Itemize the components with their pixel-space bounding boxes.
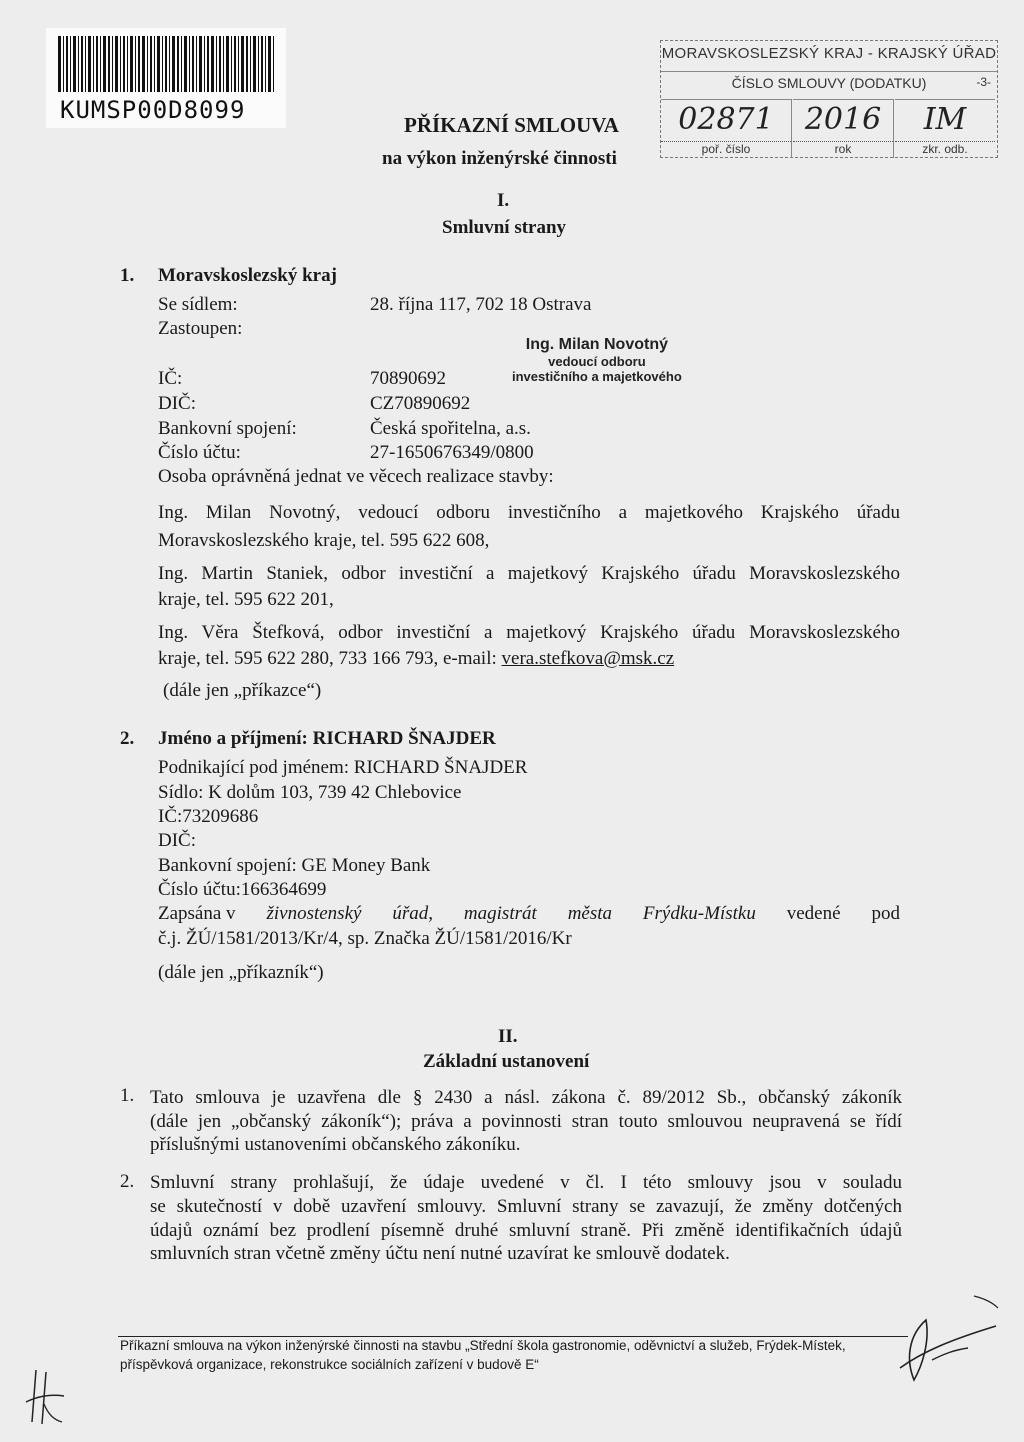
person-3-line-1: Ing. Věra Štefková, odbor investiční a majetkový Krajského úřadu Moravskoslezského — [158, 622, 900, 643]
barcode-icon — [56, 36, 276, 92]
stamp-year-value: 2016 — [804, 102, 882, 137]
footer — [120, 1336, 920, 1374]
authorized-person-label: Osoba oprávněná jednat ve věcech realizace stavby: — [158, 466, 554, 487]
document-title: PŘÍKAZNÍ SMLOUVA — [404, 113, 619, 137]
account-value: 27-1650676349/0800 — [370, 442, 534, 463]
footer-line-1: Příkazní smlouva na výkon inženýrské činnosti na stavbu „Střední škola gastronomie, oděvnictví a služeb, Frýdek-Místek, — [120, 1338, 846, 1353]
bank-label: Bankovní spojení: — [158, 418, 297, 439]
clause-2-line-2: se skutečností v době uzavření smlouvy. Smluvní strany se zavazují, že změny dotčených — [150, 1196, 902, 1217]
ic-label: IČ: — [158, 368, 183, 389]
registration-word-1: živnostenský — [266, 903, 362, 924]
initials-signature-icon — [892, 1290, 1002, 1390]
person-2-line-2: kraje, tel. 595 622 201, — [158, 589, 334, 610]
clause-1-line-2: (dále jen „občanský zákoník“); práva a povinnosti stran touto smlouvou neupravená se řídí — [150, 1111, 902, 1132]
footer-line-2: příspěvková organizace, rekonstrukce sociálních zařízení v budově E“ — [120, 1357, 539, 1372]
barcode-number: KUMSP00D8099 — [60, 96, 246, 124]
person-1-line-2: Moravskoslezského kraje, tel. 595 622 608, — [158, 530, 490, 551]
seat-value: 28. října 117, 702 18 Ostrava — [370, 294, 592, 315]
stamp-number-value: 02871 — [678, 102, 774, 137]
stamp-field-year — [793, 99, 894, 158]
ic-value: 70890692 — [370, 368, 446, 389]
signature-stamp-line2: investičního a majetkového — [512, 369, 682, 384]
person-2-line-1: Ing. Martin Staniek, odbor investiční a majetkový Krajského úřadu Moravskoslezského — [158, 563, 900, 584]
section-1-number: I. — [497, 190, 510, 211]
email-link[interactable]: vera.stefkova@msk.cz — [501, 648, 675, 669]
section-2-title: Základní ustanovení — [423, 1051, 590, 1072]
party-2-alias: (dále jen „příkazník“) — [158, 962, 324, 983]
clause-2-line-4: smluvních stran včetně změny účtu není nutné uzavírat ke smlouvě dodatek. — [150, 1243, 730, 1264]
stamp-number-label: poř. číslo — [661, 141, 791, 156]
dic-label: DIČ: — [158, 393, 196, 414]
dic-value: CZ70890692 — [370, 393, 471, 414]
registration-word-7: pod — [871, 903, 900, 924]
account-label: Číslo účtu: — [158, 442, 241, 463]
clause-1-line-1: Tato smlouva je uzavřena dle § 2430 a násl. zákona č. 89/2012 Sb., občanský zákoník — [150, 1087, 902, 1108]
registration-word-3: magistrát — [463, 903, 537, 924]
party-2-bank: Bankovní spojení: GE Money Bank — [158, 855, 431, 876]
person-1-line-1: Ing. Milan Novotný, vedoucí odboru investičního a majetkového Krajského úřadu — [158, 502, 900, 523]
stamp-subtitle: ČÍSLO SMLOUVY (DODATKU) — [661, 71, 997, 91]
signature-stamp — [512, 336, 682, 384]
person-3-line-2 — [158, 648, 674, 670]
registration-word-4: města — [567, 903, 613, 924]
stamp-marker: -3- — [976, 75, 991, 89]
stamp-dept-value: IM — [923, 102, 967, 137]
party-2-heading: Jméno a příjmení: RICHARD ŠNAJDER — [158, 728, 496, 749]
stamp-field-dept — [895, 99, 995, 158]
stamp-title: MORAVSKOSLEZSKÝ KRAJ - KRAJSKÝ ÚŘAD — [661, 45, 997, 62]
party-1-alias: (dále jen „příkazce“) — [163, 680, 322, 701]
signature-stamp-name: Ing. Milan Novotný — [525, 336, 668, 353]
barcode-label — [46, 28, 286, 128]
clause-1-line-3: příslušnými ustanoveními občanského zákoníku. — [150, 1134, 521, 1155]
signature-stamp-line1: vedoucí odboru — [548, 354, 646, 369]
section-1-title: Smluvní strany — [442, 217, 567, 238]
stamp-dept-label: zkr. odb. — [895, 141, 995, 156]
clause-1-number: 1. — [120, 1085, 135, 1106]
stamp-year-label: rok — [793, 141, 893, 156]
seat-label: Se sídlem: — [158, 294, 238, 315]
representative-label: Zastoupen: — [158, 318, 243, 339]
party-2-business-name: Podnikající pod jménem: RICHARD ŠNAJDER — [158, 757, 528, 778]
registration-word-5: Frýdku-Místku — [642, 903, 756, 924]
stamp-field-number — [661, 99, 792, 158]
registration-word-2: úřad, — [392, 903, 434, 924]
section-2-number: II. — [498, 1026, 518, 1047]
clause-2-line-1: Smluvní strany prohlašují, že údaje uvedené v čl. I této smlouvy jsou v souladu — [150, 1172, 902, 1193]
bank-value: Česká spořitelna, a.s. — [370, 418, 531, 439]
party-2-dic: DIČ: — [158, 830, 196, 851]
registration-prefix: Zapsána v — [158, 903, 236, 924]
contract-number-stamp — [660, 40, 998, 158]
page-initials-icon — [20, 1366, 70, 1426]
party-2-registration-line-2: č.j. ŽÚ/1581/2013/Kr/4, sp. Značka ŽÚ/1581/2016/Kr — [158, 928, 572, 949]
party-1-name: Moravskoslezský kraj — [158, 265, 337, 286]
clause-2-number: 2. — [120, 1171, 135, 1192]
party-2-registration-line-1 — [158, 903, 900, 925]
party-2-account: Číslo účtu:166364699 — [158, 879, 327, 900]
party-1-number: 1. — [120, 265, 135, 286]
party-2-ic: IČ:73209686 — [158, 806, 259, 827]
document-subtitle: na výkon inženýrské činnosti — [382, 148, 617, 169]
party-2-seat: Sídlo: K dolům 103, 739 42 Chlebovice — [158, 782, 462, 803]
person-3-contact: kraje, tel. 595 622 280, 733 166 793, e-mail: — [158, 648, 502, 669]
clause-2-line-3: údajů oznámí bez prodlení písemně druhé smluvní straně. Při změně identifikačních údajů — [150, 1220, 902, 1241]
party-2-number: 2. — [120, 728, 135, 749]
registration-word-6: vedené — [786, 903, 841, 924]
